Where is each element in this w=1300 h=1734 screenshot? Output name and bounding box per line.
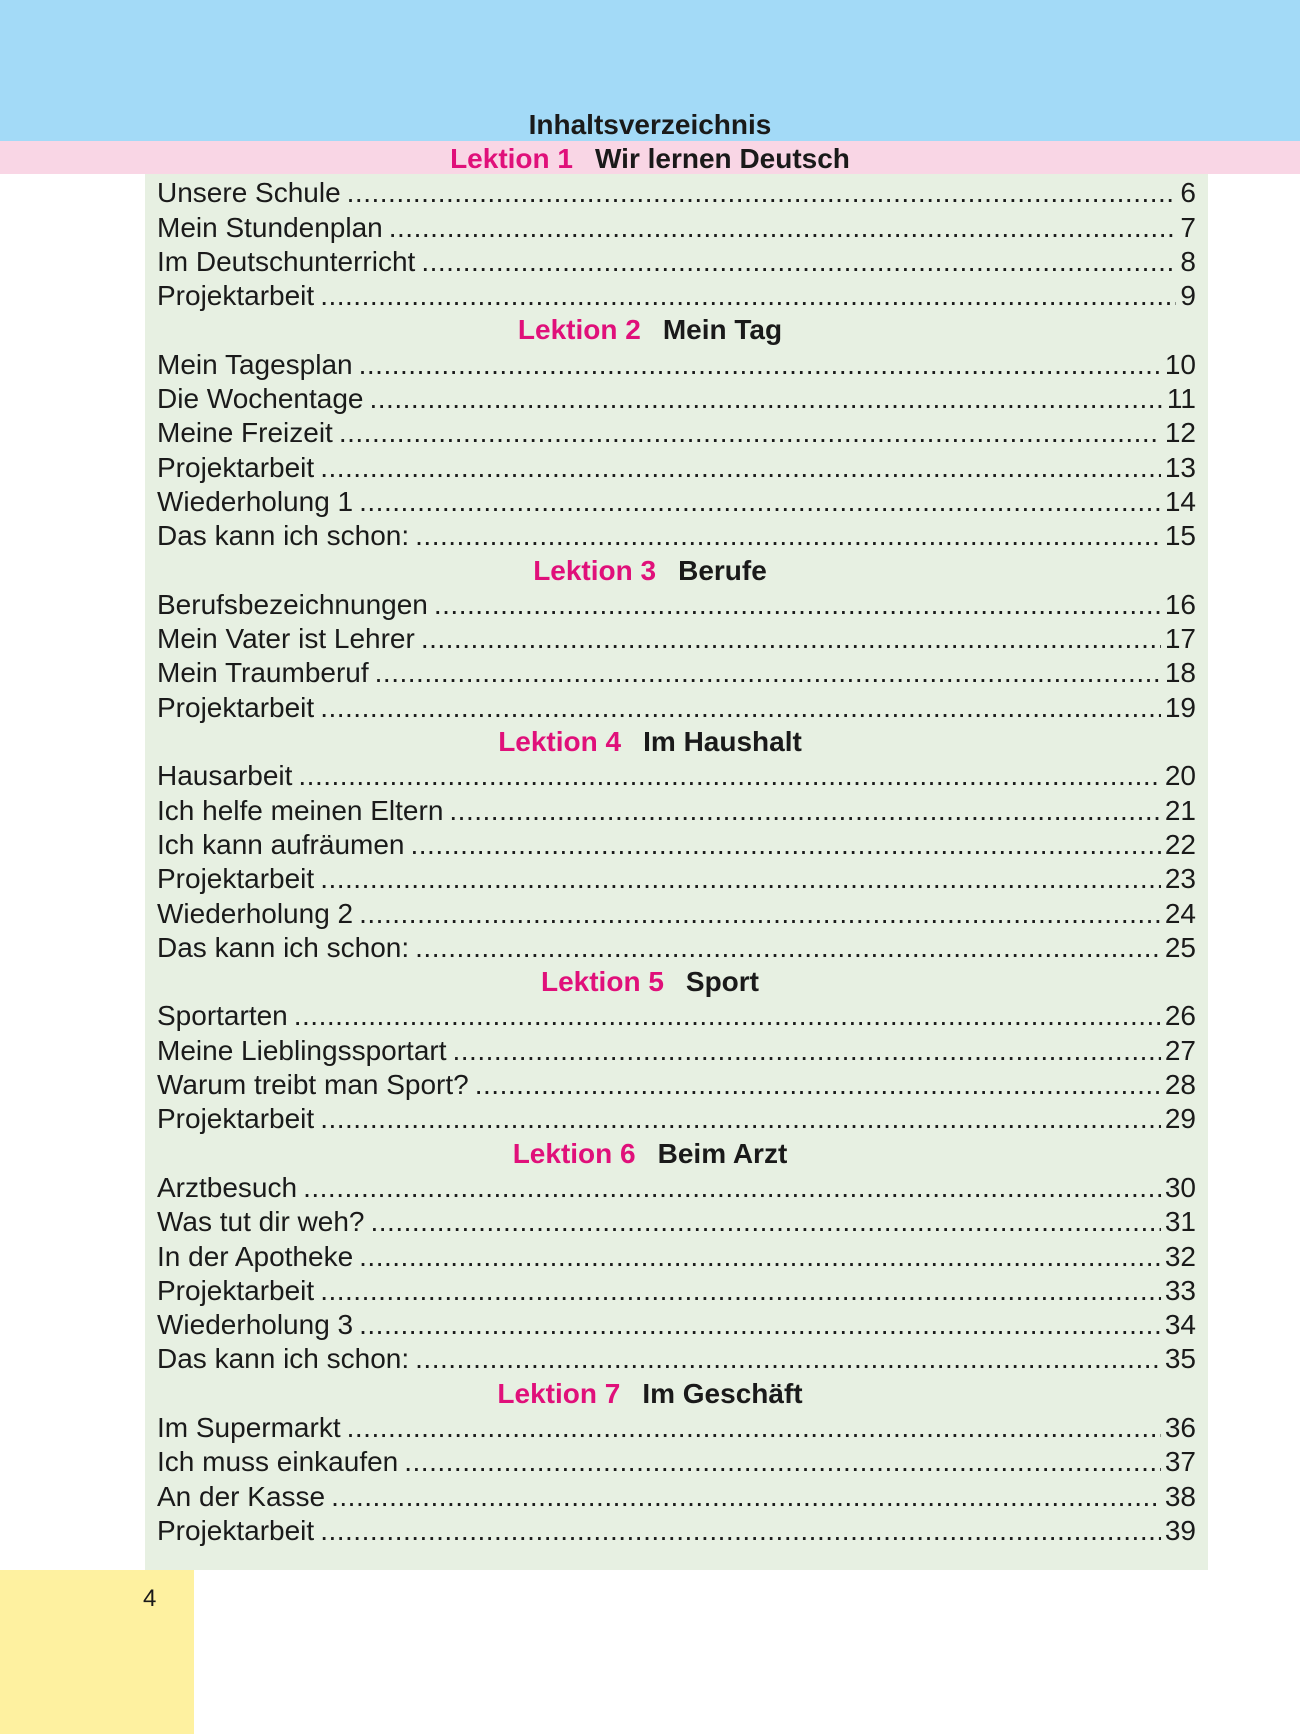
entry-page-number: 28 bbox=[1164, 1069, 1196, 1101]
entry-title: Mein Vater ist Lehrer bbox=[157, 623, 415, 655]
entry-title: Ich helfe meinen Eltern bbox=[157, 794, 444, 826]
entry-title: Unsere Schule bbox=[157, 177, 341, 209]
entry-page-number: 15 bbox=[1164, 520, 1196, 552]
entry-title: Meine Lieblingssportart bbox=[157, 1034, 447, 1066]
toc-entry[interactable] bbox=[157, 382, 1196, 416]
entry-title: Projektarbeit bbox=[157, 863, 315, 895]
toc-entry[interactable] bbox=[157, 828, 1196, 862]
lesson-name: Im Geschäft bbox=[642, 1377, 803, 1409]
entry-title: Arztbesuch bbox=[157, 1171, 298, 1203]
dot-leader bbox=[303, 1171, 1161, 1205]
toc-entry[interactable] bbox=[157, 1171, 1196, 1205]
entry-page-number: 31 bbox=[1164, 1206, 1196, 1238]
entry-title: Projektarbeit bbox=[157, 1514, 315, 1546]
entry-title: Hausarbeit bbox=[157, 760, 293, 792]
entry-page-number: 32 bbox=[1164, 1240, 1196, 1272]
entry-title: Mein Tagesplan bbox=[157, 348, 353, 380]
lesson-heading bbox=[0, 965, 1300, 999]
toc-entry[interactable] bbox=[157, 1480, 1196, 1514]
entry-page-number: 8 bbox=[1180, 245, 1196, 277]
dot-leader bbox=[415, 1342, 1161, 1376]
entry-title: Berufsbezeichnungen bbox=[157, 588, 428, 620]
entry-title: Projektarbeit bbox=[157, 451, 315, 483]
entry-page-number: 9 bbox=[1180, 280, 1196, 312]
dot-leader bbox=[359, 485, 1161, 519]
entry-page-number: 16 bbox=[1164, 588, 1196, 620]
lesson-heading bbox=[0, 1137, 1300, 1171]
dot-leader bbox=[347, 1411, 1161, 1445]
table-of-contents bbox=[0, 142, 1300, 1548]
dot-leader bbox=[320, 1514, 1161, 1548]
dot-leader bbox=[347, 176, 1177, 210]
dot-leader bbox=[320, 862, 1161, 896]
toc-entry[interactable] bbox=[157, 451, 1196, 485]
entry-title: Das kann ich schon: bbox=[157, 931, 410, 963]
entry-title: Projektarbeit bbox=[157, 1274, 315, 1306]
entry-title: Ich kann aufräumen bbox=[157, 828, 405, 860]
dot-leader bbox=[415, 519, 1161, 553]
entry-title: Projektarbeit bbox=[157, 1103, 315, 1135]
entry-title: Im Deutschunterricht bbox=[157, 245, 416, 277]
dot-leader bbox=[453, 1034, 1161, 1068]
toc-entry[interactable] bbox=[157, 1308, 1196, 1342]
entry-page-number: 38 bbox=[1164, 1480, 1196, 1512]
entry-title: Wiederholung 1 bbox=[157, 485, 354, 517]
entry-title: Mein Traumberuf bbox=[157, 657, 369, 689]
dot-leader bbox=[298, 759, 1160, 793]
entry-title: Was tut dir weh? bbox=[157, 1206, 365, 1238]
entry-title: Ich muss einkaufen bbox=[157, 1446, 399, 1478]
entry-page-number: 33 bbox=[1164, 1274, 1196, 1306]
dot-leader bbox=[331, 1480, 1161, 1514]
lesson-name: Wir lernen Deutsch bbox=[595, 143, 850, 174]
entry-page-number: 17 bbox=[1164, 623, 1196, 655]
page-title: Inhaltsverzeichnis bbox=[528, 109, 772, 140]
toc-entry[interactable] bbox=[157, 794, 1196, 828]
entry-title: Projektarbeit bbox=[157, 691, 315, 723]
toc-entry[interactable] bbox=[157, 1411, 1196, 1445]
toc-entry[interactable] bbox=[157, 1445, 1196, 1479]
toc-entry[interactable] bbox=[157, 348, 1196, 382]
toc-entry[interactable] bbox=[157, 1274, 1196, 1308]
toc-entry[interactable] bbox=[157, 1342, 1196, 1376]
toc-entry[interactable] bbox=[157, 999, 1196, 1033]
entry-page-number: 27 bbox=[1164, 1034, 1196, 1066]
dot-leader bbox=[339, 416, 1161, 450]
toc-entry[interactable] bbox=[157, 176, 1196, 210]
entry-page-number: 13 bbox=[1164, 451, 1196, 483]
lesson-name: Berufe bbox=[678, 554, 767, 586]
dot-leader bbox=[411, 828, 1161, 862]
entry-page-number: 6 bbox=[1180, 177, 1196, 209]
dot-leader bbox=[434, 588, 1161, 622]
entry-title: Meine Freizeit bbox=[157, 417, 333, 449]
lesson-number: Lektion 1 bbox=[450, 143, 573, 174]
entry-title: An der Kasse bbox=[157, 1480, 326, 1512]
entry-title: Das kann ich schon: bbox=[157, 520, 410, 552]
dot-leader bbox=[359, 897, 1161, 931]
entry-title: Die Wochentage bbox=[157, 383, 364, 415]
dot-leader bbox=[320, 451, 1161, 485]
dot-leader bbox=[320, 691, 1161, 725]
entry-page-number: 18 bbox=[1164, 657, 1196, 689]
toc-entry[interactable] bbox=[157, 1068, 1196, 1102]
entry-page-number: 25 bbox=[1164, 931, 1196, 963]
entry-page-number: 36 bbox=[1164, 1411, 1196, 1443]
dot-leader bbox=[475, 1068, 1161, 1102]
entry-page-number: 11 bbox=[1166, 383, 1196, 415]
entry-page-number: 34 bbox=[1164, 1309, 1196, 1341]
lesson-name: Sport bbox=[685, 966, 760, 998]
lesson-number: Lektion 7 bbox=[497, 1377, 621, 1409]
entry-page-number: 7 bbox=[1180, 211, 1196, 243]
toc-entry[interactable] bbox=[157, 519, 1196, 553]
entry-title: In der Apotheke bbox=[157, 1240, 354, 1272]
toc-entry[interactable] bbox=[157, 1514, 1196, 1548]
toc-entry[interactable] bbox=[157, 622, 1196, 656]
toc-entry[interactable] bbox=[157, 588, 1196, 622]
entry-title: Mein Stundenplan bbox=[157, 211, 383, 243]
entry-page-number: 14 bbox=[1164, 485, 1196, 517]
entry-title: Das kann ich schon: bbox=[157, 1343, 410, 1375]
entry-title: Projektarbeit bbox=[157, 280, 315, 312]
dot-leader bbox=[320, 1274, 1161, 1308]
entry-page-number: 10 bbox=[1164, 348, 1196, 380]
entry-page-number: 12 bbox=[1164, 417, 1196, 449]
toc-entry[interactable] bbox=[157, 416, 1196, 450]
lesson-name: Im Haushalt bbox=[643, 726, 802, 758]
dot-leader bbox=[375, 656, 1161, 690]
lesson-heading bbox=[0, 1377, 1300, 1411]
dot-leader bbox=[359, 348, 1161, 382]
toc-entry[interactable] bbox=[157, 1102, 1196, 1136]
entry-page-number: 30 bbox=[1164, 1171, 1196, 1203]
toc-entry[interactable] bbox=[157, 485, 1196, 519]
entry-page-number: 35 bbox=[1164, 1343, 1196, 1375]
dot-leader bbox=[359, 1308, 1161, 1342]
lesson-number: Lektion 5 bbox=[540, 966, 664, 998]
toc-entry[interactable] bbox=[157, 245, 1196, 279]
dot-leader bbox=[449, 794, 1160, 828]
lesson-heading bbox=[0, 142, 1300, 176]
toc-entry[interactable] bbox=[157, 897, 1196, 931]
toc-entry[interactable] bbox=[157, 691, 1196, 725]
toc-entry[interactable] bbox=[157, 279, 1196, 313]
entry-page-number: 20 bbox=[1164, 760, 1196, 792]
entry-title: Im Supermarkt bbox=[157, 1411, 341, 1443]
dot-leader bbox=[359, 1240, 1161, 1274]
dot-leader bbox=[415, 931, 1161, 965]
dot-leader bbox=[404, 1445, 1161, 1479]
toc-entry[interactable] bbox=[157, 759, 1196, 793]
lesson-number: Lektion 6 bbox=[512, 1137, 636, 1169]
toc-entry[interactable] bbox=[157, 1034, 1196, 1068]
entry-title: Warum treibt man Sport? bbox=[157, 1069, 469, 1101]
entry-page-number: 37 bbox=[1164, 1446, 1196, 1478]
dot-leader bbox=[389, 211, 1177, 245]
dot-leader bbox=[294, 999, 1161, 1033]
toc-entry[interactable] bbox=[157, 862, 1196, 896]
lesson-name: Beim Arzt bbox=[657, 1137, 788, 1169]
entry-page-number: 22 bbox=[1164, 828, 1196, 860]
dot-leader bbox=[421, 622, 1161, 656]
entry-page-number: 24 bbox=[1164, 897, 1196, 929]
toc-entry[interactable] bbox=[157, 931, 1196, 965]
toc-entry[interactable] bbox=[157, 211, 1196, 245]
dot-leader bbox=[421, 245, 1176, 279]
dot-leader bbox=[320, 1102, 1161, 1136]
toc-entry[interactable] bbox=[157, 1205, 1196, 1239]
lesson-number: Lektion 3 bbox=[533, 554, 657, 586]
entry-title: Wiederholung 2 bbox=[157, 897, 354, 929]
entry-title: Sportarten bbox=[157, 1000, 288, 1032]
entry-page-number: 21 bbox=[1164, 794, 1196, 826]
lesson-number: Lektion 4 bbox=[498, 726, 622, 758]
lesson-heading bbox=[0, 313, 1300, 347]
dot-leader bbox=[370, 382, 1163, 416]
entry-title: Wiederholung 3 bbox=[157, 1309, 354, 1341]
lesson-name: Mein Tag bbox=[662, 314, 783, 346]
toc-entry[interactable] bbox=[157, 1240, 1196, 1274]
dot-leader bbox=[370, 1205, 1160, 1239]
entry-page-number: 39 bbox=[1164, 1514, 1196, 1546]
dot-leader bbox=[320, 279, 1176, 313]
entry-page-number: 29 bbox=[1164, 1103, 1196, 1135]
toc-entry[interactable] bbox=[157, 656, 1196, 690]
entry-page-number: 19 bbox=[1164, 691, 1196, 723]
page-number: 4 bbox=[143, 1585, 157, 1612]
lesson-number: Lektion 2 bbox=[517, 314, 641, 346]
lesson-heading bbox=[0, 554, 1300, 588]
entry-page-number: 23 bbox=[1164, 863, 1196, 895]
page-number-corner bbox=[0, 1570, 194, 1734]
entry-page-number: 26 bbox=[1164, 1000, 1196, 1032]
lesson-heading bbox=[0, 725, 1300, 759]
